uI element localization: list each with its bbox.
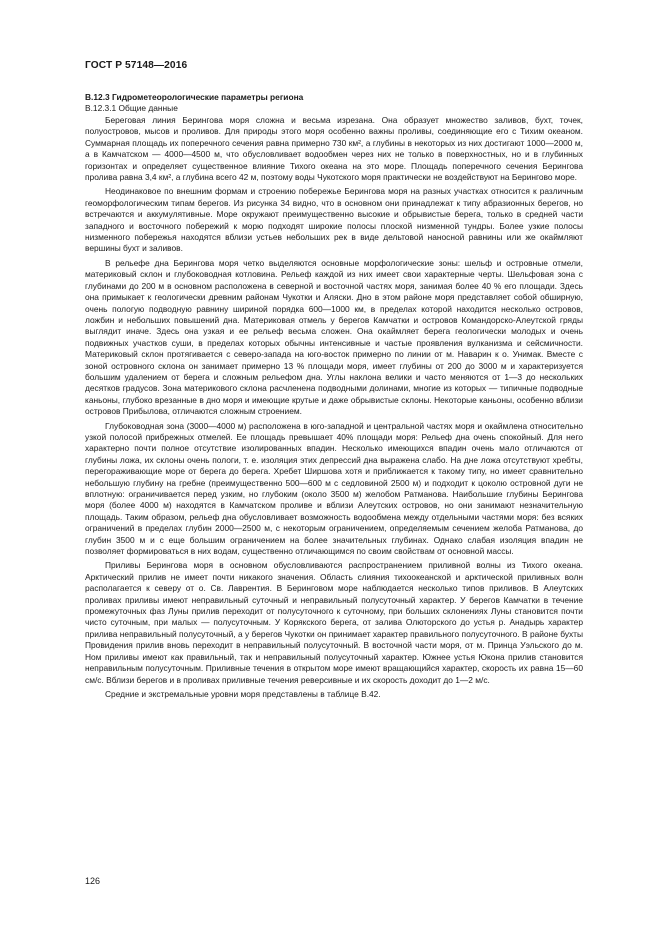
page-number: 126 [85, 876, 101, 886]
paragraph-coastline: Береговая линия Берингова моря сложна и весьма изрезана. Она образует множество заливов, бухт, точек, полуостровов, мысов и проливов. Для природы этого моря особенно важны проливы, соединяющие его с Тихим океаном. Суммарная площадь их поперечного сечения равна примерно 730 км², а глубины в некоторых из них достигают 1000—2000 м, а в Камчатском — 4000—4500 м, что обусловливает водообмен через них не только в поверхностных, но и в глубинных горизонтах и определяет существенное влияние Тихого океана на это море. Площадь поперечного сечения Берингова пролива равна 3,4 км², а глубина всего 42 м, поэтому воды Чукотского моря практически не воздействуют на Берингово море. [85, 115, 583, 183]
paragraph-deep-water-zone: Глубоководная зона (3000—4000 м) расположена в юго-западной и центральной частях моря и окаймлена относительно узкой полосой прибрежных отмелей. Ее площадь превышает 40% площади моря: Рельеф дна очень спокойный. Для него характерно почти полное отсутствие изолированных впадин. Несколько имеющихся впадин очень мало отличаются от глубины ложа, их склоны очень пологи, т. е. изоляция этих депрессий дна выражена слабо. На дне ложа отсутствуют хребты, перегораживающие море от берега до берега. Хребет Ширшова хотя и приближается к такому типу, но имеет сравнительно небольшую глубину на гребне (преимущественно 500—600 м с седловиной 2500 м) и подходит к цоколю островной дуги не вплотную: ограничивается перед узким, но глубоким (около 3500 м) желобом Ратманова. Наибольшие глубины Берингова моря (более 4000 м) находятся в Камчатском проливе и вблизи Алеутских островов, но они занимают незначительную площадь. Таким образом, рельеф дна обусловливает возможность водообмена между отдельными частями моря: без всяких ограничений в пределах глубин 2000—2500 м, с некоторым ограничением, определяемым сечением желоба Ратманова, до глубин 3500 м и с еще большим ограничением на более значительных глубинах. Однако слабая изоляция впадин не позволяет формироваться в них водам, существенно отличающимся по своим свойствам от основной массы. [85, 420, 583, 557]
section-title: В.12.3 Гидрометеорологические параметры региона [85, 92, 304, 102]
paragraph-sea-levels: Средние и экстремальные уровни моря представлены в таблице В.42. [105, 688, 381, 699]
document-body [85, 92, 583, 703]
paragraph-tides: Приливы Берингова моря в основном обусловливаются распространением приливной волны из Тихого океана. Арктический прилив не имеет почти никакого значения. Область слияния тихоокеанской и арктической приливных волн располагается к северу от о. Св. Лаврентия. В Беринговом море наблюдается несколько типов приливов. В Алеутских проливах приливы имеют неправильный суточный и неправильный полусуточный характер. У берегов Камчатки в течение промежуточных фаз Луны прилив переходит от полусуточного к суточному, при больших склонениях Луны становится почти чисто суточным, при малых — полусуточным. У Корякского берега, от залива Олюторского до устья р. Анадырь характер прилива неправильный полусуточный, а у берегов Чукотки он принимает характер правильного полусуточного. В районе бухты Провидения прилив вновь переходит в неправильный полусуточный. В восточной части моря, от м. Принца Уэльского до м. Ном приливы имеют как правильный, так и неправильный полусуточный характер. Южнее устья Юкона прилив становится неправильным полусуточным. Приливные течения в открытом море имеют вращающийся характер, скорость их равна 15—60 см/с. Вблизи берегов и в проливах приливные течения реверсивные и их скорость доходит до 1—2 м/с. [85, 560, 583, 685]
subsection-title: В.12.3.1 Общие данные [85, 103, 178, 113]
paragraph-bottom-relief: В рельефе дна Берингова моря четко выделяются основные морфологические зоны: шельф и островные отмели, материковый склон и глубоководная котловина. Рельеф каждой из них имеет свои характерные черты. Шельфовая зона с глубинами до 200 м в основном расположена в северной и восточной частях моря, занимая более 40 % его площади. Здесь она примыкает к геологически древним районам Чукотки и Аляски. Дно в этом районе моря представляет собой обширную, очень пологую подводную равнину шириной порядка 600—1000 км, в пределах которой находится несколько островов, ложбин и небольших повышений дна. Материковая отмель у берегов Камчатки и островов Командорско-Алеутской гряды выглядит иначе. Здесь она узкая и ее рельеф весьма сложен. Она окаймляет берега геологически молодых и очень подвижных участков суши, в пределах которых обычны интенсивные и частые проявления вулканизма и сейсмичности. Материковый склон протягивается с северо-запада на юго-восток примерно по линии от м. Наварин к о. Унимак. Вместе с зоной островного склона он занимает примерно 13 % площади моря, имеет глубины от 200 до 3000 м и характеризуется большим удалением от берега и сложным рельефом дна. Углы наклона велики и часто меняются от 1—3 до нескольких десятков градусов. Зона материкового склона расчленена подводными долинами, многие из которых — типичные подводные каньоны, глубоко врезанные в дно моря и имеющие крутые и даже обрывистые склоны. Некоторые каньоны, особенно вблизи островов Прибылова, отличаются сложным строением. [85, 257, 583, 417]
paragraph-shore-types: Неодинаковое по внешним формам и строению побережье Берингова моря на разных участках относится к различным геоморфологическим типам берегов. Из рисунка 34 видно, что в основном они принадлежат к типу абразионных берегов, но встречаются и аккумулятивные. Море окружают преимущественно высокие и обрывистые берега, только в средней части западного и восточного побережий к морю подходят широкие полосы плоской низменной тундры. Более узкие полосы низменного побережья находятся вблизи устьев небольших рек в виде дельтовой наносной равнины или же окаймляют вершины бухт и заливов. [85, 186, 583, 254]
standard-header: ГОСТ Р 57148—2016 [85, 60, 188, 71]
